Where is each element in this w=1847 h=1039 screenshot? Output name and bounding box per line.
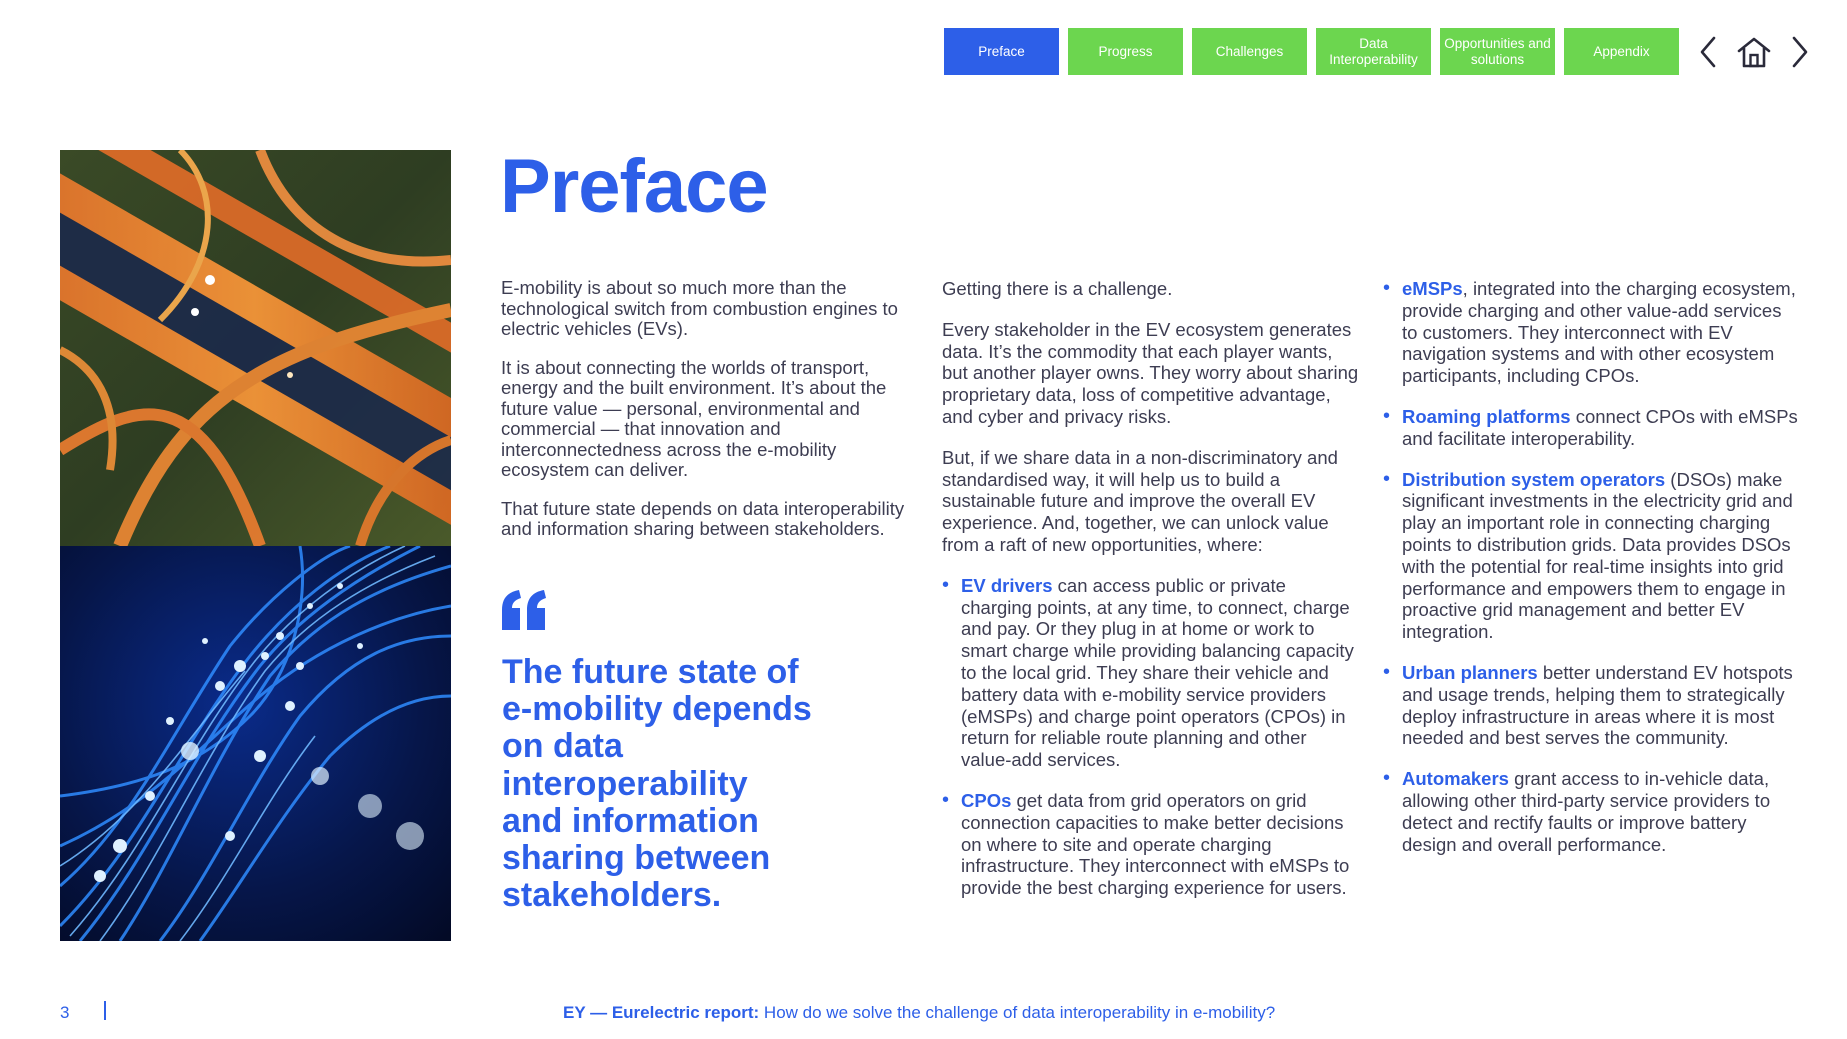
chevron-left-icon[interactable] [1690,32,1726,72]
list-item [1383,662,1798,749]
report-label: EY — Eurelectric report: [563,1003,760,1022]
report-title: How do we solve the challenge of data interoperability in e-mobility? [759,1003,1276,1022]
page-title: Preface [500,144,768,229]
tab-preface[interactable]: Preface [944,28,1059,75]
challenge-paragraph-2: Every stakeholder in the EV ecosystem generates data. It’s the commodity that each player wants, but another player owns. They worry about sharing proprietary data, loss of competitive advantage, and cyber and privacy risks. [942,318,1359,427]
stakeholder-term: Roaming platforms [1402,405,1571,427]
intro-column [501,278,911,558]
chevron-right-icon[interactable] [1782,32,1818,72]
page-nav-icons [1690,32,1818,72]
stakeholder-text: get data from grid operators on grid connection capacities to make better decisions on where to site and operate charging infrastructure. They interconnect with eMSPs to provide the best charging experience for users. [961,789,1350,899]
stakeholder-text: (DSOs) make significant investments in the electricity grid and play an important role in connecting charging points to distribution grids. Data provides DSOs with the potential for real-time insights into grid performance and empowers them to engage in proactive grid management and better EV integration. [1402,468,1793,643]
stakeholder-text: , integrated into the charging ecosystem, provide charging and other value-add services to customers. They interconnect with EV navigation systems and with other ecosystem participants, including CPOs. [1402,278,1796,387]
pull-quote: The future state of e-mobility depends on data interoperability and information sharing between stakeholders. [502,653,812,915]
tab-progress[interactable]: Progress [1068,28,1183,75]
stakeholder-term: eMSPs [1402,278,1463,299]
stakeholder-list [1383,278,1798,855]
stakeholder-term: EV drivers [961,574,1053,596]
tab-data-interoperability[interactable]: Data Interoperability [1316,28,1431,75]
stakeholder-text: can access public or private charging points, at any time, to connect, charge and pay. Or they plug in at home or work to smart charge while providing balancing capacity to the local grid. They share their vehicle and battery data with e-mobility service providers (eMSPs) and charge point operators (CPOs) in return for reliable route planning and other value-add services. [961,574,1354,771]
list-item [1383,768,1798,855]
list-item [1383,278,1798,387]
stakeholder-list [942,575,1362,899]
intro-paragraph-2: It is about connecting the worlds of transport, energy and the built environment. It’s about the future value — personal, environmental and commercial — that innovation and interconnectedness across the e-mobility ecosystem can deliver. [501,356,887,480]
challenge-paragraph-1: Getting there is a challenge. [942,278,1173,299]
page-number: 3 [60,1003,70,1022]
stakeholder-text: connect CPOs with eMSPs and facilitate interoperability. [1402,405,1798,449]
list-item [942,575,1362,771]
stakeholder-term: Automakers [1402,768,1509,790]
stakeholder-text: better understand EV hotspots and usage trends, helping them to strategically deploy infrastructure in areas where it is most needed and best serves the community. [1402,661,1793,749]
footer-report-title [563,1003,1275,1023]
stakeholder-term: Urban planners [1402,661,1538,683]
stakeholder-column [1383,278,1798,874]
stakeholder-text: grant access to in-vehicle data, allowing other third-party service providers to detect and rectify faults or improve battery design and overall performance. [1402,768,1771,855]
challenge-paragraph-3: But, if we share data in a non-discriminatory and standardised way, it will help us to build a sustainable future and improve the overall EV experience. And, together, we can unlock value from a raft of new opportunities, where: [942,446,1338,555]
fiber-optic-image [60,546,451,941]
highway-interchange-image [60,150,451,546]
tab-appendix[interactable]: Appendix [1564,28,1679,75]
stakeholder-term: CPOs [961,789,1012,811]
list-item [942,790,1362,899]
challenge-column [942,278,1362,918]
tab-opportunities-and-solutions[interactable]: Opportunities and solutions [1440,28,1555,75]
footer-divider [104,1001,106,1020]
tab-challenges[interactable]: Challenges [1192,28,1307,75]
intro-paragraph-3: That future state depends on data interoperability and information sharing between stakeholders. [501,497,905,539]
quote-mark-icon [500,590,548,635]
intro-paragraph-1: E-mobility is about so much more than the technological switch from combustion engines to electric vehicles (EVs). [501,277,898,339]
stakeholder-term: Distribution system operators [1402,468,1666,490]
list-item [1383,469,1798,643]
top-nav [944,28,1679,75]
home-icon[interactable] [1736,32,1772,72]
list-item [1383,406,1798,450]
